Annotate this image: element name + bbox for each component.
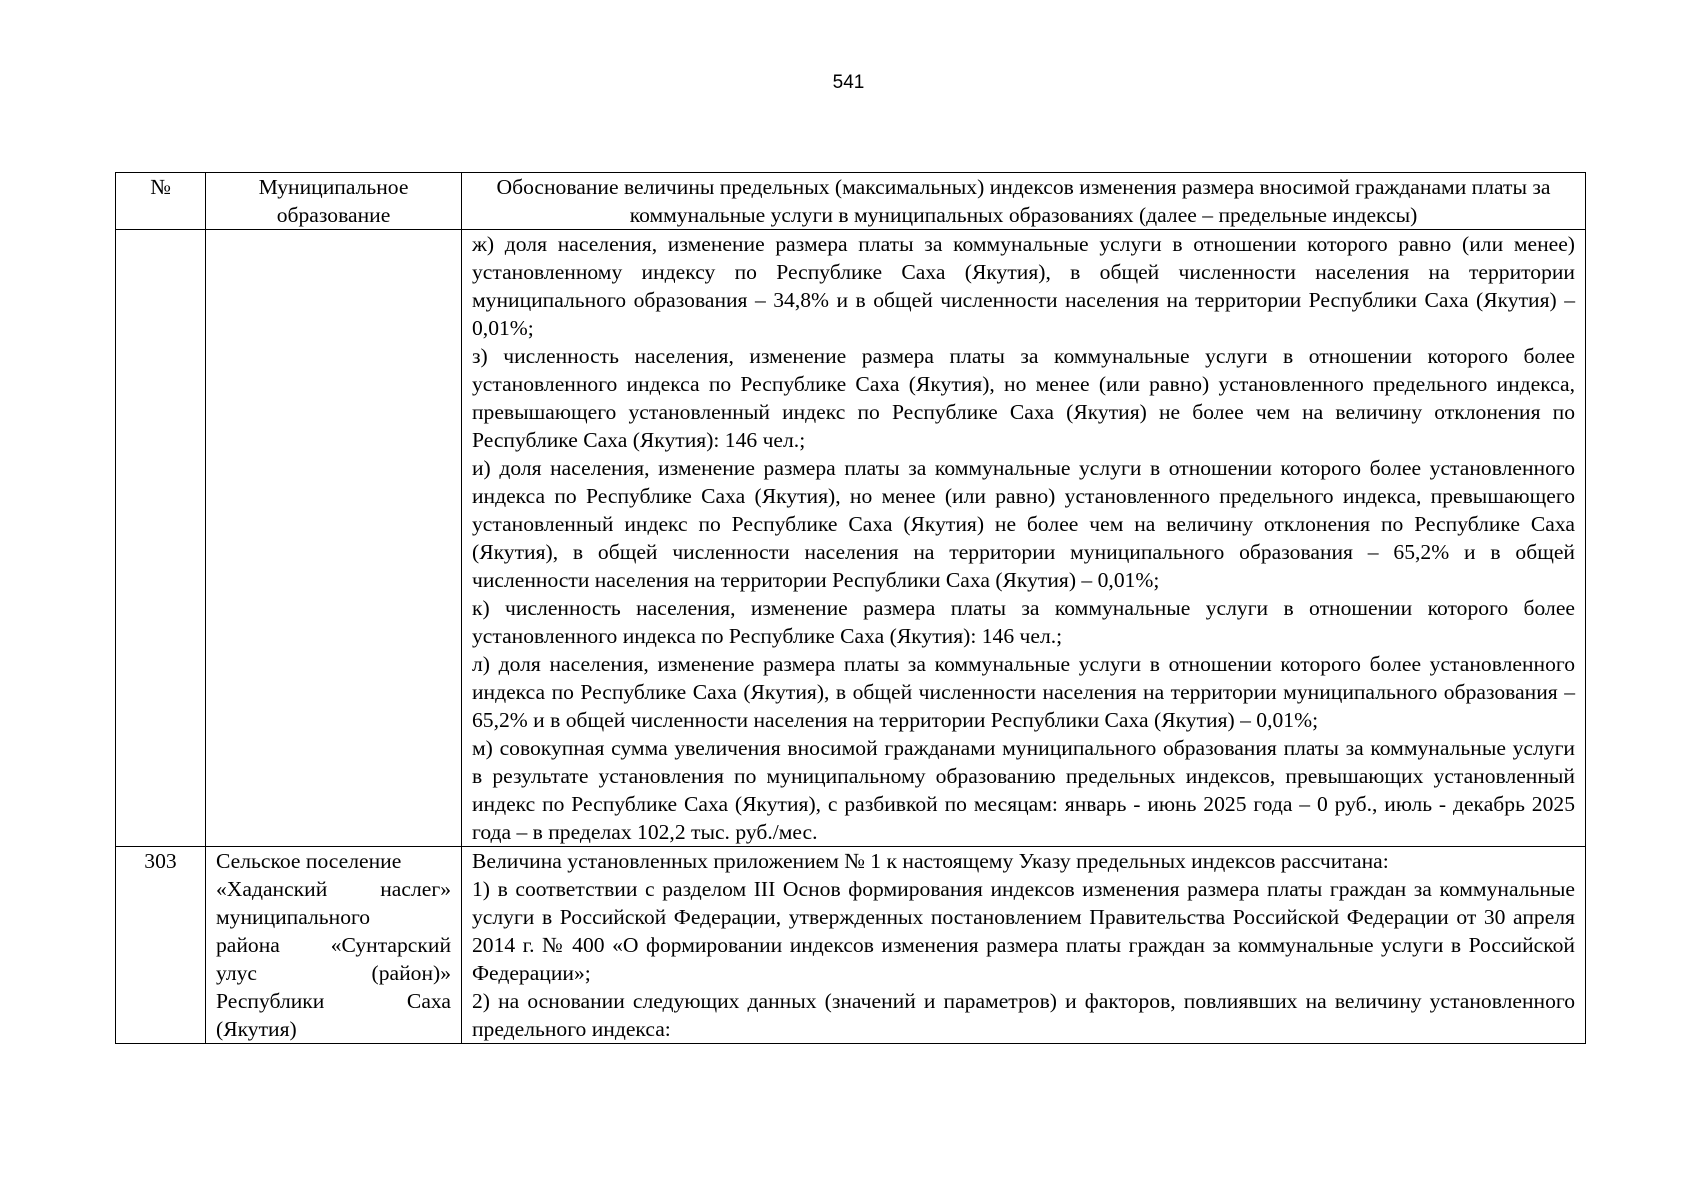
paragraph-zh: ж) доля населения, изменение размера платы за коммунальные услуги в отношении которого равно (или менее) установленному индексу по Республике Саха (Якутия), в общей численности населения на территории муниципального образования – 34,8% и в общей численности населения на территории Республики Саха (Якутия) – 0,01%; [472, 232, 1575, 340]
table-row-303 [116, 847, 1586, 1044]
cell-municipality [206, 847, 462, 1044]
indices-table [115, 172, 1586, 1044]
header-justification: Обоснование величины предельных (максимальных) индексов изменения размера вносимой гражданами платы за коммунальные услуги в муниципальных образованиях (далее – предельные индексы) [462, 173, 1586, 230]
page-number: 541 [832, 72, 865, 93]
paragraph-k: к) численность населения, изменение размера платы за коммунальные услуги в отношении которого более установленного индекса по Республике Саха (Якутия): 146 чел.; [472, 596, 1575, 648]
municipality-line: Сельское поселение [216, 849, 402, 873]
paragraph-z: з) численность населения, изменение размера платы за коммунальные услуги в отношении которого более установленного индекса по Республике Саха (Якутия), но менее (или равно) установленного предельного индекса, превышающего установленный индекс по Республике Саха (Якутия) не более чем на величину отклонения по Республике Саха (Якутия): 146 чел.; [472, 344, 1575, 452]
municipality-line: муниципального [216, 905, 371, 929]
paragraph-1: 1) в соответствии с разделом III Основ формирования индексов изменения размера платы граждан за коммунальные услуги в Российской Федерации, утвержденных постановлением Правительства Российской Федерации от 30 апреля 2014 г. № 400 «О формировании индексов изменения размера платы граждан за коммунальные услуги в Российской Федерации»; [472, 877, 1575, 985]
paragraph-intro: Величина установленных приложением № 1 к настоящему Указу предельных индексов рассчитана: [472, 849, 1389, 873]
header-municipality: Муниципальное образование [206, 173, 462, 230]
paragraph-i: и) доля населения, изменение размера платы за коммунальные услуги в отношении которого более установленного индекса по Республике Саха (Якутия), но менее (или равно) установленного предельного индекса, превышающего установленный индекс по Республике Саха (Якутия) не более чем на величину отклонения по Республике Саха (Якутия), в общей численности населения на территории муниципального образования – 65,2% и в общей численности населения на территории Республики Саха (Якутия) – 0,01%; [472, 456, 1575, 592]
paragraph-l: л) доля населения, изменение размера платы за коммунальные услуги в отношении которого более установленного индекса по Республике Саха (Якутия), в общей численности населения на территории муниципального образования – 65,2% и в общей численности населения на территории Республики Саха (Якутия) – 0,01%; [472, 652, 1575, 732]
cell-justification [462, 230, 1586, 847]
municipality-line: района «Сунтарский [216, 933, 451, 957]
cell-number-empty [116, 230, 206, 847]
table-header-row [116, 173, 1586, 230]
municipality-line: Республики Саха [216, 989, 451, 1013]
cell-municipality-empty [206, 230, 462, 847]
paragraph-m: м) совокупная сумма увеличения вносимой гражданами муниципального образования платы за коммунальные услуги в результате установления по муниципальному образованию предельных индексов, превышающих установленный индекс по Республике Саха (Якутия), с разбивкой по месяцам: январь - июнь 2025 года – 0 руб., июль - декабрь 2025 года – в пределах 102,2 тыс. руб./мес. [472, 736, 1575, 844]
cell-number: 303 [116, 847, 206, 1044]
municipality-line: «Хаданский наслег» [216, 877, 451, 901]
municipality-line: (Якутия) [216, 1017, 297, 1041]
table-row-continued [116, 230, 1586, 847]
cell-justification-303 [462, 847, 1586, 1044]
municipality-line: улус (район)» [216, 961, 451, 985]
header-number: № [116, 173, 206, 230]
paragraph-2: 2) на основании следующих данных (значений и параметров) и факторов, повлиявших на величину установленного предельного индекса: [472, 989, 1575, 1041]
